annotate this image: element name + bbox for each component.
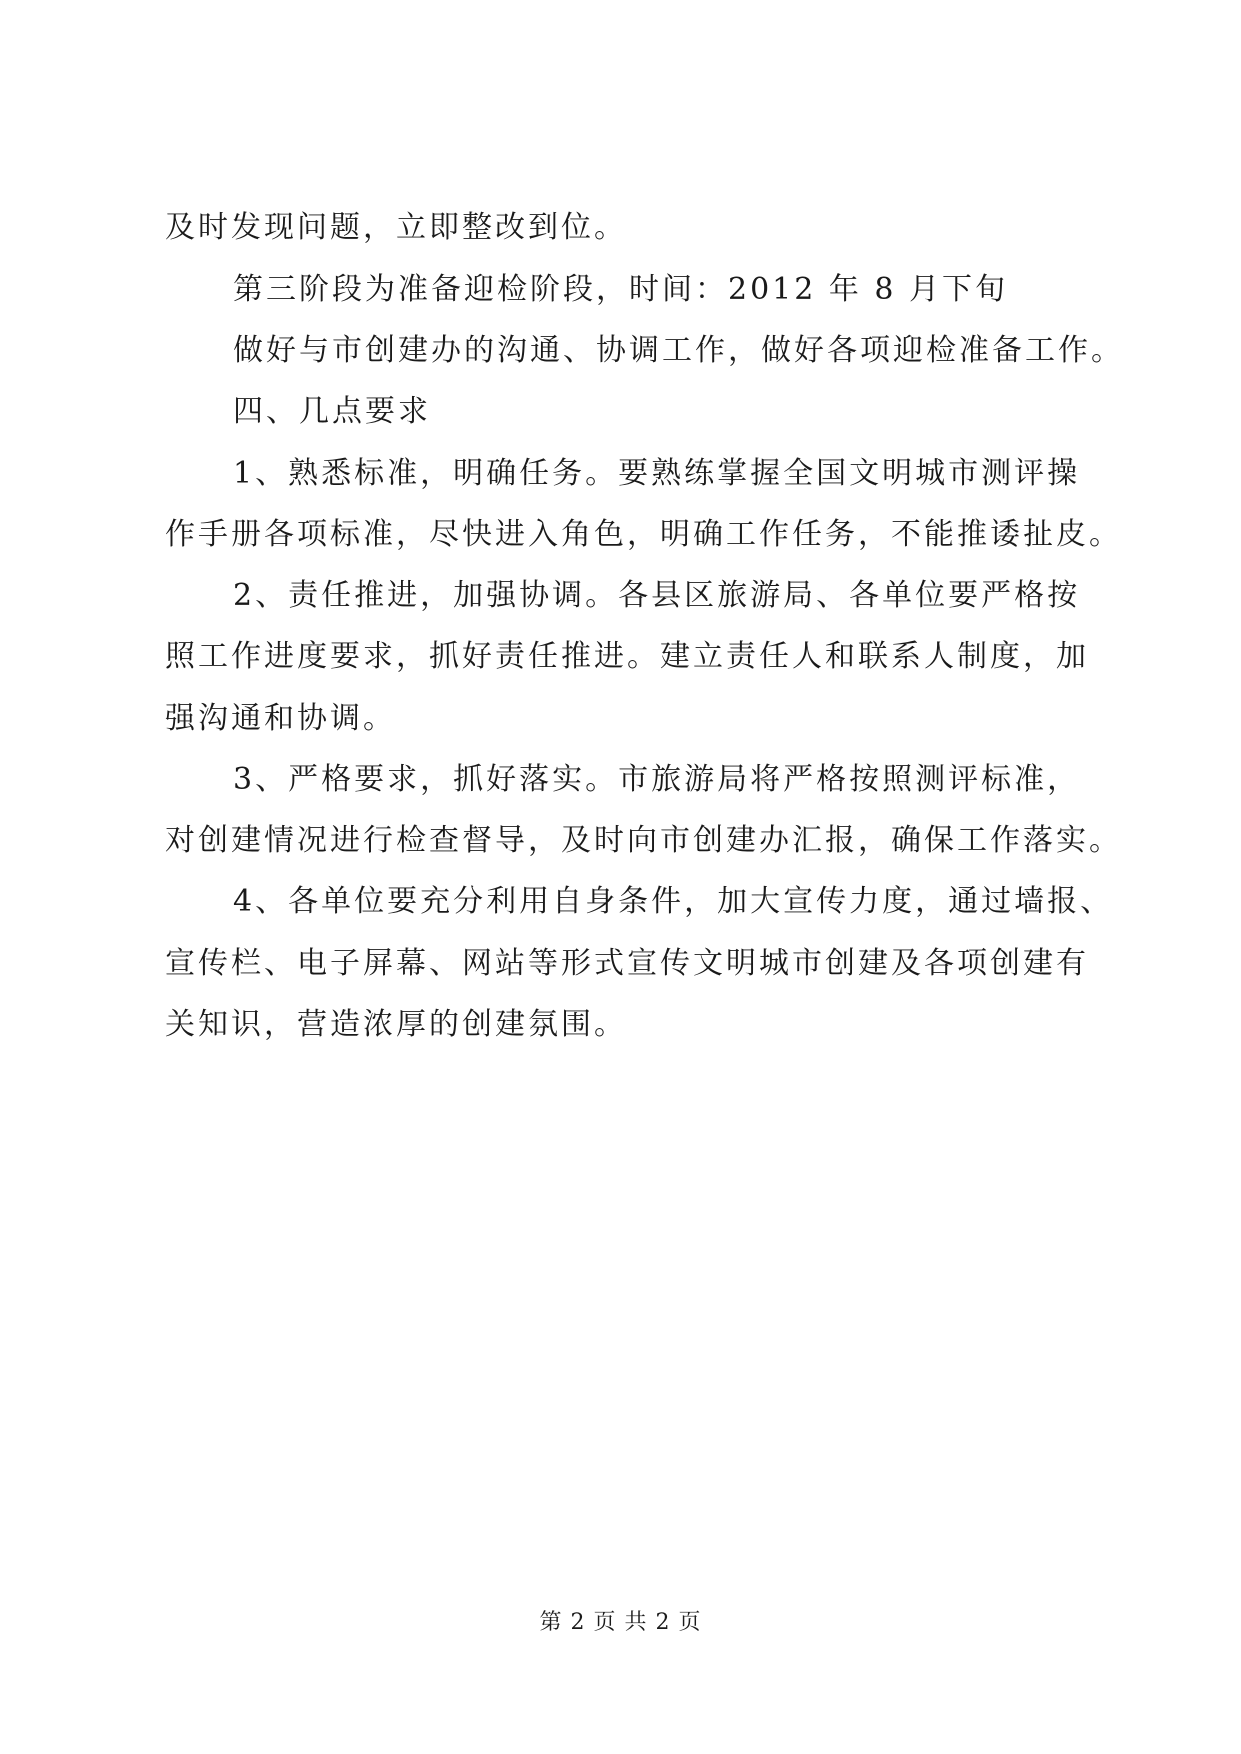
body-line-14: 关知识，营造浓厚的创建氛围。 [165, 1007, 627, 1042]
body-line-13: 宣传栏、电子屏幕、网站等形式宣传文明城市创建及各项创建有 [165, 946, 1089, 981]
body-line-12: 4、各单位要充分利用自身条件，加大宣传力度，通过墙报、 [233, 884, 1114, 919]
body-line-9: 强沟通和协调。 [165, 701, 396, 736]
body-line-1: 及时发现问题，立即整改到位。 [165, 210, 627, 245]
body-line-3: 做好与市创建办的沟通、协调工作，做好各项迎检准备工作。 [233, 333, 1124, 368]
page-number-footer: 第 2 页 共 2 页 [539, 1610, 702, 1635]
body-line-5: 1、熟悉标准，明确任务。要熟练掌握全国文明城市测评操 [233, 456, 1081, 491]
section-heading: 四、几点要求 [233, 394, 431, 429]
body-line-6: 作手册各项标准，尽快进入角色，明确工作任务，不能推诿扯皮。 [165, 517, 1122, 552]
body-line-8: 照工作进度要求，抓好责任推进。建立责任人和联系人制度，加 [165, 639, 1089, 674]
body-line-7: 2、责任推进，加强协调。各县区旅游局、各单位要严格按 [233, 578, 1081, 613]
body-line-2: 第三阶段为准备迎检阶段，时间：2012 年 8 月下旬 [233, 272, 1009, 307]
body-line-10: 3、严格要求，抓好落实。市旅游局将严格按照测评标准， [233, 762, 1081, 797]
body-line-11: 对创建情况进行检查督导，及时向市创建办汇报，确保工作落实。 [165, 823, 1122, 858]
